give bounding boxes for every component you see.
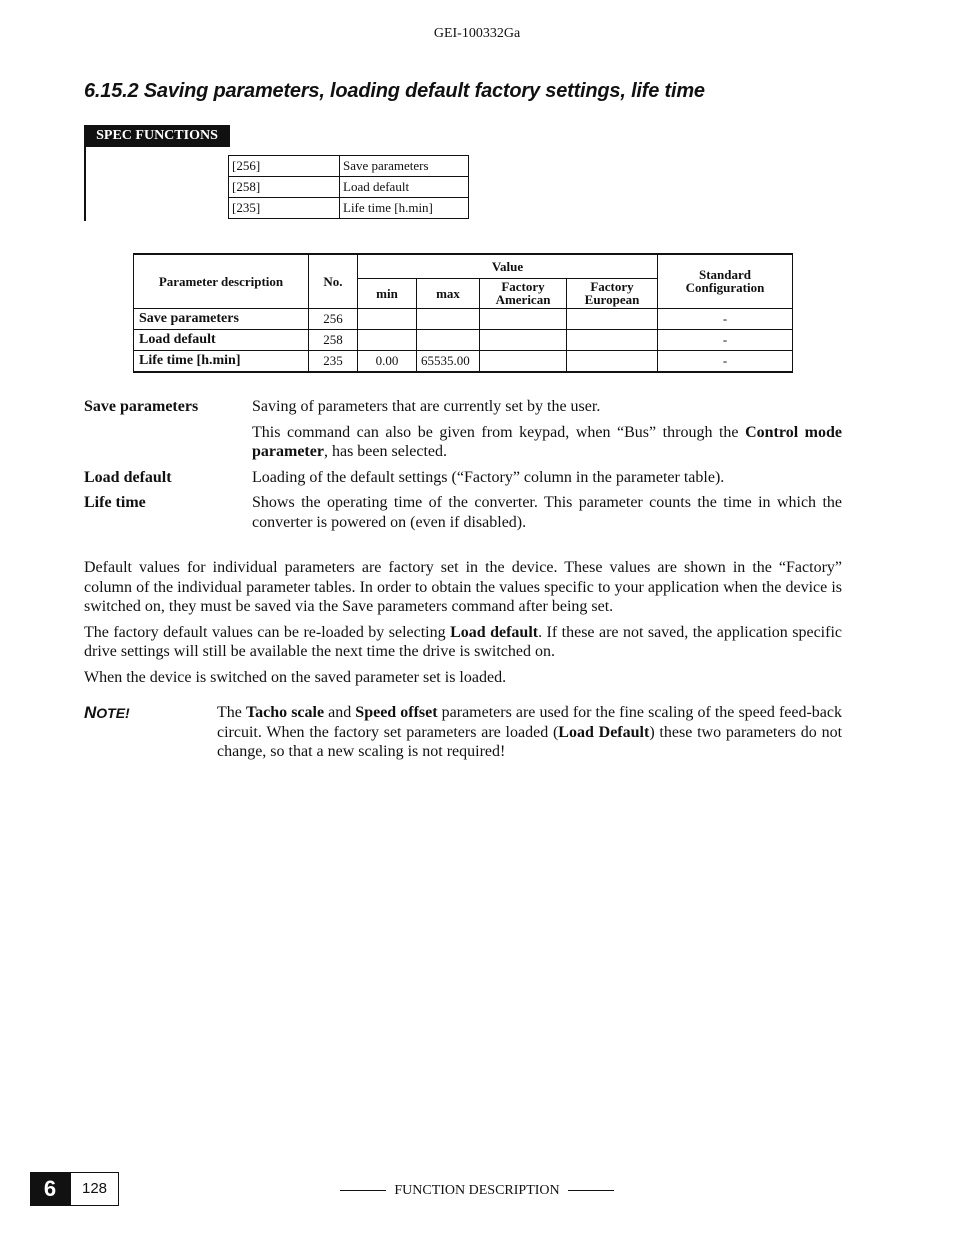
menu-code: [258] [229,177,340,198]
param-no: 256 [309,308,358,329]
definition-term: Life time [84,494,146,511]
text-run: The factory default values can be re-loaded by selecting [84,623,451,641]
header-standard-configuration: Standard Configuration [658,254,793,308]
text-run: This command can also be given from keypad, when “Bus” through the [252,423,746,441]
param-factory-american [480,350,567,372]
header-factory-american: Factory American [480,278,567,308]
definition-life-time [84,493,842,532]
text-run: and [324,704,356,721]
param-factory-european [567,329,658,350]
definition-term: Save parameters [84,398,199,415]
param-name: Load default [134,329,309,350]
table-row [134,329,793,350]
bold-run: Speed offset [355,704,438,721]
note-label-rest: OTE! [96,705,130,721]
parameter-table [133,253,793,373]
menu-row [229,177,469,198]
param-min [358,329,417,350]
menu-code: [256] [229,156,340,177]
param-factory-european [567,308,658,329]
document-id: GEI-100332Ga [433,26,521,41]
text-run: The [217,704,246,721]
param-min: 0.00 [358,350,417,372]
definition-text [252,423,842,462]
paragraph: When the device is switched on the saved parameter set is loaded. [84,668,507,686]
table-row [134,350,793,372]
definition-load-default [84,468,842,488]
definitions-list [84,397,842,538]
menu-row [229,156,469,177]
note-label [84,703,217,762]
section-title: 6.15.2 Saving parameters, loading default factory settings, life time [84,80,705,102]
param-no: 258 [309,329,358,350]
param-max [417,308,480,329]
menu-row [229,198,469,219]
header-max: max [417,278,480,308]
header-parameter-description: Parameter description [134,254,309,308]
param-no: 235 [309,350,358,372]
footer-rule [340,1190,386,1191]
menu-code: [235] [229,198,340,219]
menu-header: SPEC FUNCTIONS [84,125,230,147]
param-standard: - [658,350,793,372]
note-block [84,703,842,762]
menu-table [228,155,469,219]
menu-label: Life time [h.min] [340,198,469,219]
header-factory-european: Factory European [567,278,658,308]
note-text [217,703,842,762]
definition-text: Loading of the default settings (“Factory” column in the parameter table). [252,468,725,486]
text-run: . If these are not saved, the application specific drive settings will still be available the next time the drive is switched on. [84,623,842,660]
param-name: Save parameters [134,308,309,329]
param-standard: - [658,308,793,329]
chapter-number: 6 [30,1172,70,1206]
table-row [134,308,793,329]
definition-save-parameters [84,397,842,462]
text-run: ) these two parameters do not change, so that a new scaling is not required! [217,723,843,760]
menu-label: Load default [340,177,469,198]
header-min: min [358,278,417,308]
param-factory-american [480,329,567,350]
definition-text: Shows the operating time of the converter. This parameter counts the time in which the converter is powered on (even if disabled). [252,494,842,531]
param-min [358,308,417,329]
note-label-initial: N [84,703,97,722]
footer [0,1183,954,1199]
body-text [84,558,842,693]
param-max [417,329,480,350]
paragraph [84,623,842,662]
text-run: parameters are used for the fine scaling of the speed feed-back circuit. When the factory set parameters are loaded ( [217,704,843,741]
definition-body [252,468,842,488]
param-factory-american [480,308,567,329]
bold-run: Load Default [558,723,650,741]
definition-text: Saving of parameters that are currently set by the user. [252,398,601,415]
param-factory-european [567,350,658,372]
bold-run: Load default [450,623,539,641]
page-number: 128 [70,1172,119,1206]
definition-body [252,397,842,462]
text-run: , has been selected. [323,443,448,460]
param-name: Life time [h.min] [134,350,309,372]
footer-rule [568,1190,614,1191]
menu-label: Save parameters [340,156,469,177]
param-standard: - [658,329,793,350]
definition-body [252,493,842,532]
definition-term: Load default [84,468,172,486]
bold-run: Control mode parameter [252,423,843,460]
header-value: Value [358,254,658,278]
paragraph: Default values for individual parameters are factory set in the device. These values are shown in the “Factory” column of the individual parameter tables. In order to obtain the values specific to your application when the device is switched on, they must be saved via the Save parameters command after being set. [84,559,842,615]
param-max: 65535.00 [417,350,480,372]
header-no: No. [309,254,358,308]
bold-run: Tacho scale [245,704,325,721]
footer-label: FUNCTION DESCRIPTION [394,1183,560,1198]
